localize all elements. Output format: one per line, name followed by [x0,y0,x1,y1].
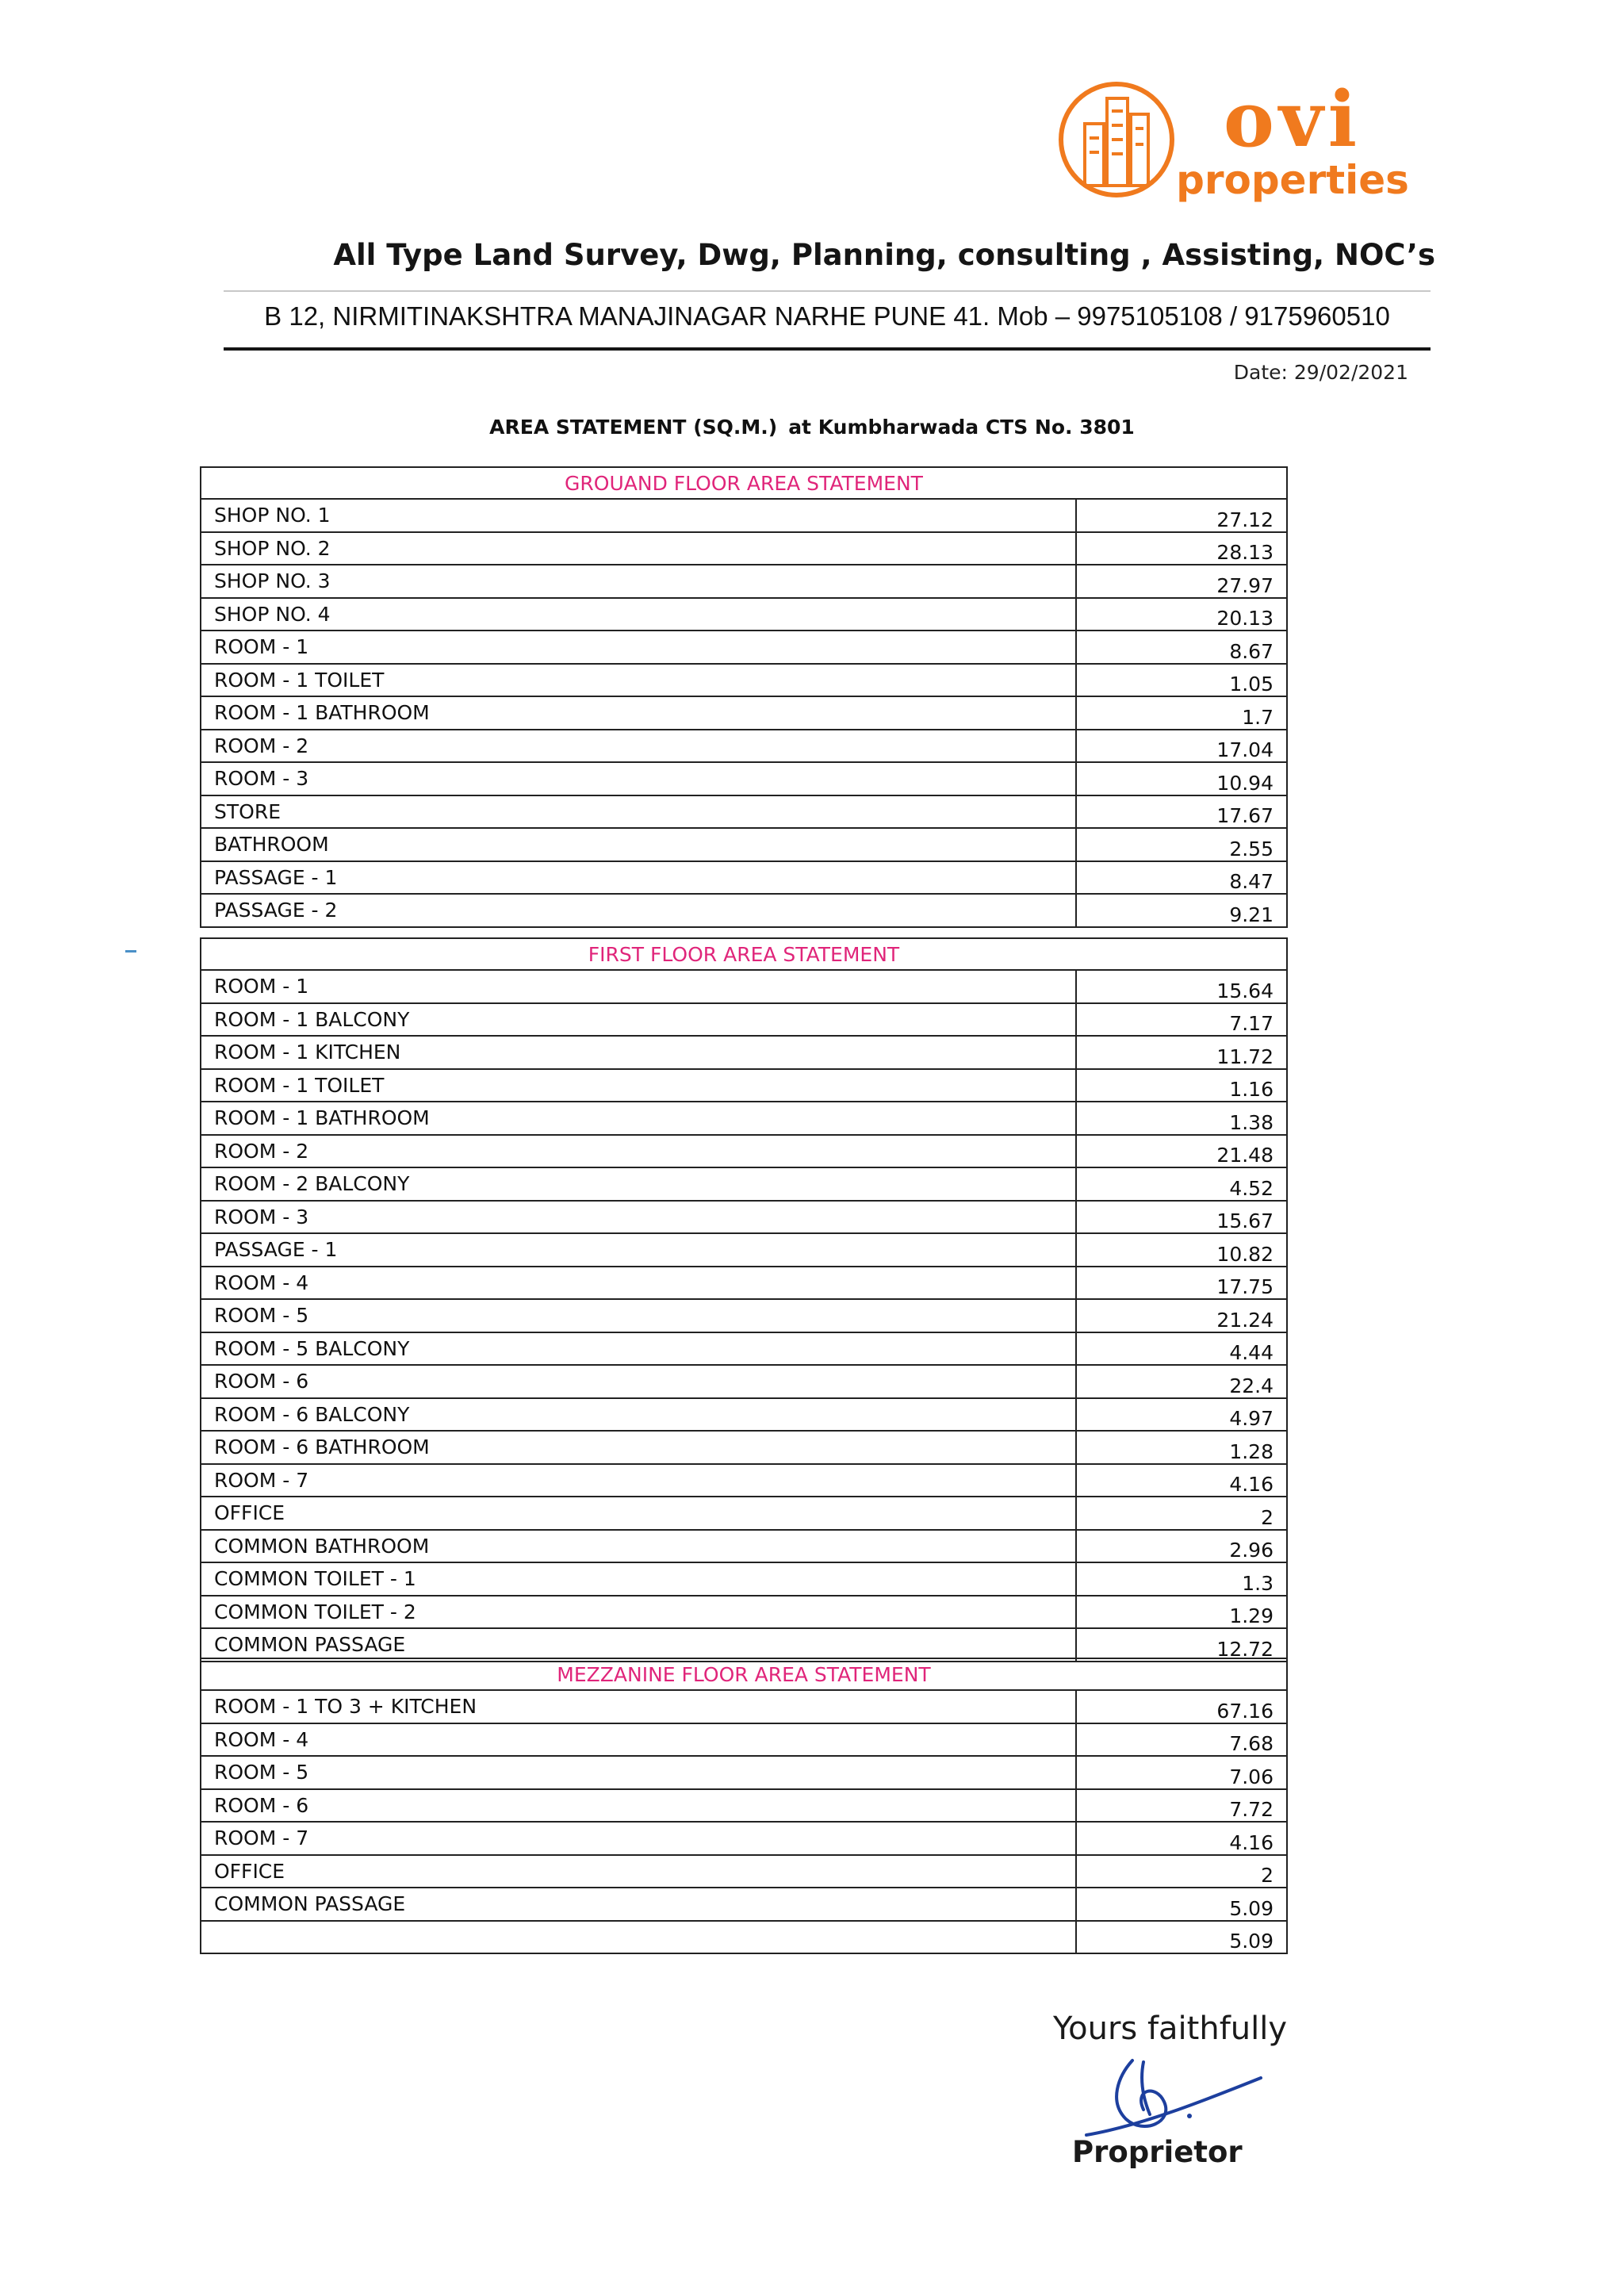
table-row [201,664,1287,697]
area-value-cell: 1.7 [1076,696,1287,730]
area-value-cell: 2 [1076,1855,1287,1888]
area-value-cell: 22.4 [1076,1365,1287,1398]
area-value-cell: 67.16 [1076,1690,1287,1723]
table-row [201,1036,1287,1069]
area-name-cell: COMMON TOILET - 2 [201,1596,1076,1629]
area-name-cell: ROOM - 3 [201,1201,1076,1234]
area-name-cell: ROOM - 4 [201,1723,1076,1757]
table-row [201,696,1287,730]
table-row [201,1332,1287,1366]
table-row [201,1464,1287,1497]
table-row [201,1003,1287,1037]
area-value-cell: 9.21 [1076,894,1287,927]
area-name-cell: ROOM - 1 [201,631,1076,664]
table-row [201,1267,1287,1300]
area-table [200,1658,1288,1954]
area-value-cell: 20.13 [1076,598,1287,631]
area-table [200,466,1288,928]
area-name-cell: COMMON PASSAGE [201,1628,1076,1662]
area-name-cell: ROOM - 2 [201,1135,1076,1168]
area-name-cell: ROOM - 6 BALCONY [201,1398,1076,1432]
area-name-cell: PASSAGE - 1 [201,1233,1076,1267]
area-name-cell: OFFICE [201,1855,1076,1888]
area-value-cell: 1.28 [1076,1431,1287,1464]
table-row [201,1921,1287,1954]
area-value-cell: 2.55 [1076,828,1287,861]
area-name-cell: PASSAGE - 1 [201,861,1076,895]
table-heading: GROUAND FLOOR AREA STATEMENT [201,467,1287,499]
header-divider-bold [224,347,1431,351]
header-divider-light [224,290,1431,292]
area-name-cell: ROOM - 2 BALCONY [201,1167,1076,1201]
area-name-cell: ROOM - 5 [201,1299,1076,1332]
area-value-cell: 17.04 [1076,730,1287,763]
area-value-cell: 2.96 [1076,1530,1287,1563]
area-name-cell: COMMON TOILET - 1 [201,1562,1076,1596]
table-row [201,1102,1287,1135]
area-name-cell: PASSAGE - 2 [201,894,1076,927]
margin-mark [125,950,136,953]
area-value-cell: 8.47 [1076,861,1287,895]
table-row [201,1201,1287,1234]
area-value-cell: 12.72 [1076,1628,1287,1662]
area-name-cell: SHOP NO. 4 [201,598,1076,631]
area-name-cell: ROOM - 1 TO 3 + KITCHEN [201,1690,1076,1723]
table-row [201,1596,1287,1629]
table-row [201,1167,1287,1201]
table-row [201,1888,1287,1921]
table-row [201,1069,1287,1102]
area-value-cell: 4.16 [1076,1822,1287,1855]
table-row [201,1135,1287,1168]
table-row [201,894,1287,927]
area-value-cell: 15.67 [1076,1201,1287,1234]
area-name-cell: COMMON BATHROOM [201,1530,1076,1563]
area-value-cell: 7.06 [1076,1756,1287,1789]
area-name-cell: ROOM - 1 BALCONY [201,1003,1076,1037]
table-row [201,1756,1287,1789]
company-logo [1055,76,1419,211]
table-row [201,1497,1287,1530]
signoff-title: Proprietor [1072,2135,1243,2169]
table-row [201,1299,1287,1332]
table-row [201,1562,1287,1596]
table-row [201,828,1287,861]
area-value-cell: 17.75 [1076,1267,1287,1300]
area-name-cell: ROOM - 1 KITCHEN [201,1036,1076,1069]
table-row [201,970,1287,1003]
table-heading: FIRST FLOOR AREA STATEMENT [201,938,1287,970]
table-row [201,1365,1287,1398]
area-value-cell: 27.12 [1076,499,1287,532]
area-value-cell: 1.38 [1076,1102,1287,1135]
area-value-cell: 4.97 [1076,1398,1287,1432]
area-name-cell: ROOM - 6 [201,1789,1076,1823]
table-row [201,1822,1287,1855]
closing-line: Yours faithfully [1053,2010,1288,2047]
logo-subtitle: properties [1176,157,1409,203]
area-value-cell: 1.3 [1076,1562,1287,1596]
area-value-cell: 8.67 [1076,631,1287,664]
table-row [201,1723,1287,1757]
area-value-cell: 4.52 [1076,1167,1287,1201]
area-name-cell: ROOM - 7 [201,1822,1076,1855]
area-value-cell: 11.72 [1076,1036,1287,1069]
table-row [201,795,1287,829]
table-row [201,1789,1287,1823]
area-value-cell: 4.16 [1076,1464,1287,1497]
area-value-cell: 1.29 [1076,1596,1287,1629]
area-value-cell: 7.17 [1076,1003,1287,1037]
table-row [201,565,1287,598]
table-row [201,1855,1287,1888]
area-value-cell: 1.16 [1076,1069,1287,1102]
area-name-cell: ROOM - 1 BATHROOM [201,696,1076,730]
area-value-cell: 15.64 [1076,970,1287,1003]
logo-word: ovi [1223,76,1362,164]
table-row [201,598,1287,631]
title-main: AREA STATEMENT (SQ.M.) [489,416,778,439]
table-row [201,1530,1287,1563]
area-name-cell: COMMON PASSAGE [201,1888,1076,1921]
area-name-cell: ROOM - 5 BALCONY [201,1332,1076,1366]
area-name-cell: STORE [201,795,1076,829]
table-row [201,499,1287,532]
area-value-cell: 27.97 [1076,565,1287,598]
area-name-cell: SHOP NO. 2 [201,532,1076,565]
area-name-cell: ROOM - 1 TOILET [201,664,1076,697]
area-name-cell: ROOM - 3 [201,762,1076,795]
document-title [0,416,1624,439]
area-name-cell: ROOM - 4 [201,1267,1076,1300]
signature-mark [1071,2046,1277,2141]
area-value-cell: 28.13 [1076,532,1287,565]
area-value-cell: 2 [1076,1497,1287,1530]
area-name-cell: BATHROOM [201,828,1076,861]
area-name-cell: ROOM - 5 [201,1756,1076,1789]
company-address: B 12, NIRMITINAKSHTRA MANAJINAGAR NARHE PUNE 41. Mob – 9975105108 / 9175960510 [264,301,1390,331]
table-row [201,762,1287,795]
area-value-cell: 10.82 [1076,1233,1287,1267]
area-name-cell: ROOM - 1 [201,970,1076,1003]
table-row [201,1690,1287,1723]
area-name-cell: ROOM - 1 BATHROOM [201,1102,1076,1135]
area-name-cell: ROOM - 7 [201,1464,1076,1497]
area-value-cell: 7.72 [1076,1789,1287,1823]
title-location: at Kumbharwada CTS No. 3801 [788,416,1135,439]
table-heading: MEZZANINE FLOOR AREA STATEMENT [201,1658,1287,1690]
area-value-cell: 7.68 [1076,1723,1287,1757]
table-row [201,532,1287,565]
area-value-cell: 17.67 [1076,795,1287,829]
area-name-cell: ROOM - 2 [201,730,1076,763]
area-name-cell: SHOP NO. 3 [201,565,1076,598]
area-name-cell: SHOP NO. 1 [201,499,1076,532]
area-value-cell: 1.05 [1076,664,1287,697]
area-value-cell: 4.44 [1076,1332,1287,1366]
area-value-cell: 21.48 [1076,1135,1287,1168]
table-row [201,861,1287,895]
services-tagline: All Type Land Survey, Dwg, Planning, consulting , Assisting, NOC’s [333,238,1435,272]
area-value-cell: 21.24 [1076,1299,1287,1332]
table-row [201,1628,1287,1662]
table-row [201,1233,1287,1267]
area-value-cell: 10.94 [1076,762,1287,795]
table-row [201,730,1287,763]
area-table [200,937,1288,1662]
building-logo-icon [1055,76,1419,211]
document-date: Date: 29/02/2021 [1233,361,1408,384]
area-value-cell: 5.09 [1076,1921,1287,1954]
area-value-cell: 5.09 [1076,1888,1287,1921]
area-name-cell: OFFICE [201,1497,1076,1530]
area-name-cell: ROOM - 6 BATHROOM [201,1431,1076,1464]
area-name-cell [201,1921,1076,1954]
area-name-cell: ROOM - 1 TOILET [201,1069,1076,1102]
table-row [201,1398,1287,1432]
table-row [201,1431,1287,1464]
table-row [201,631,1287,664]
area-name-cell: ROOM - 6 [201,1365,1076,1398]
